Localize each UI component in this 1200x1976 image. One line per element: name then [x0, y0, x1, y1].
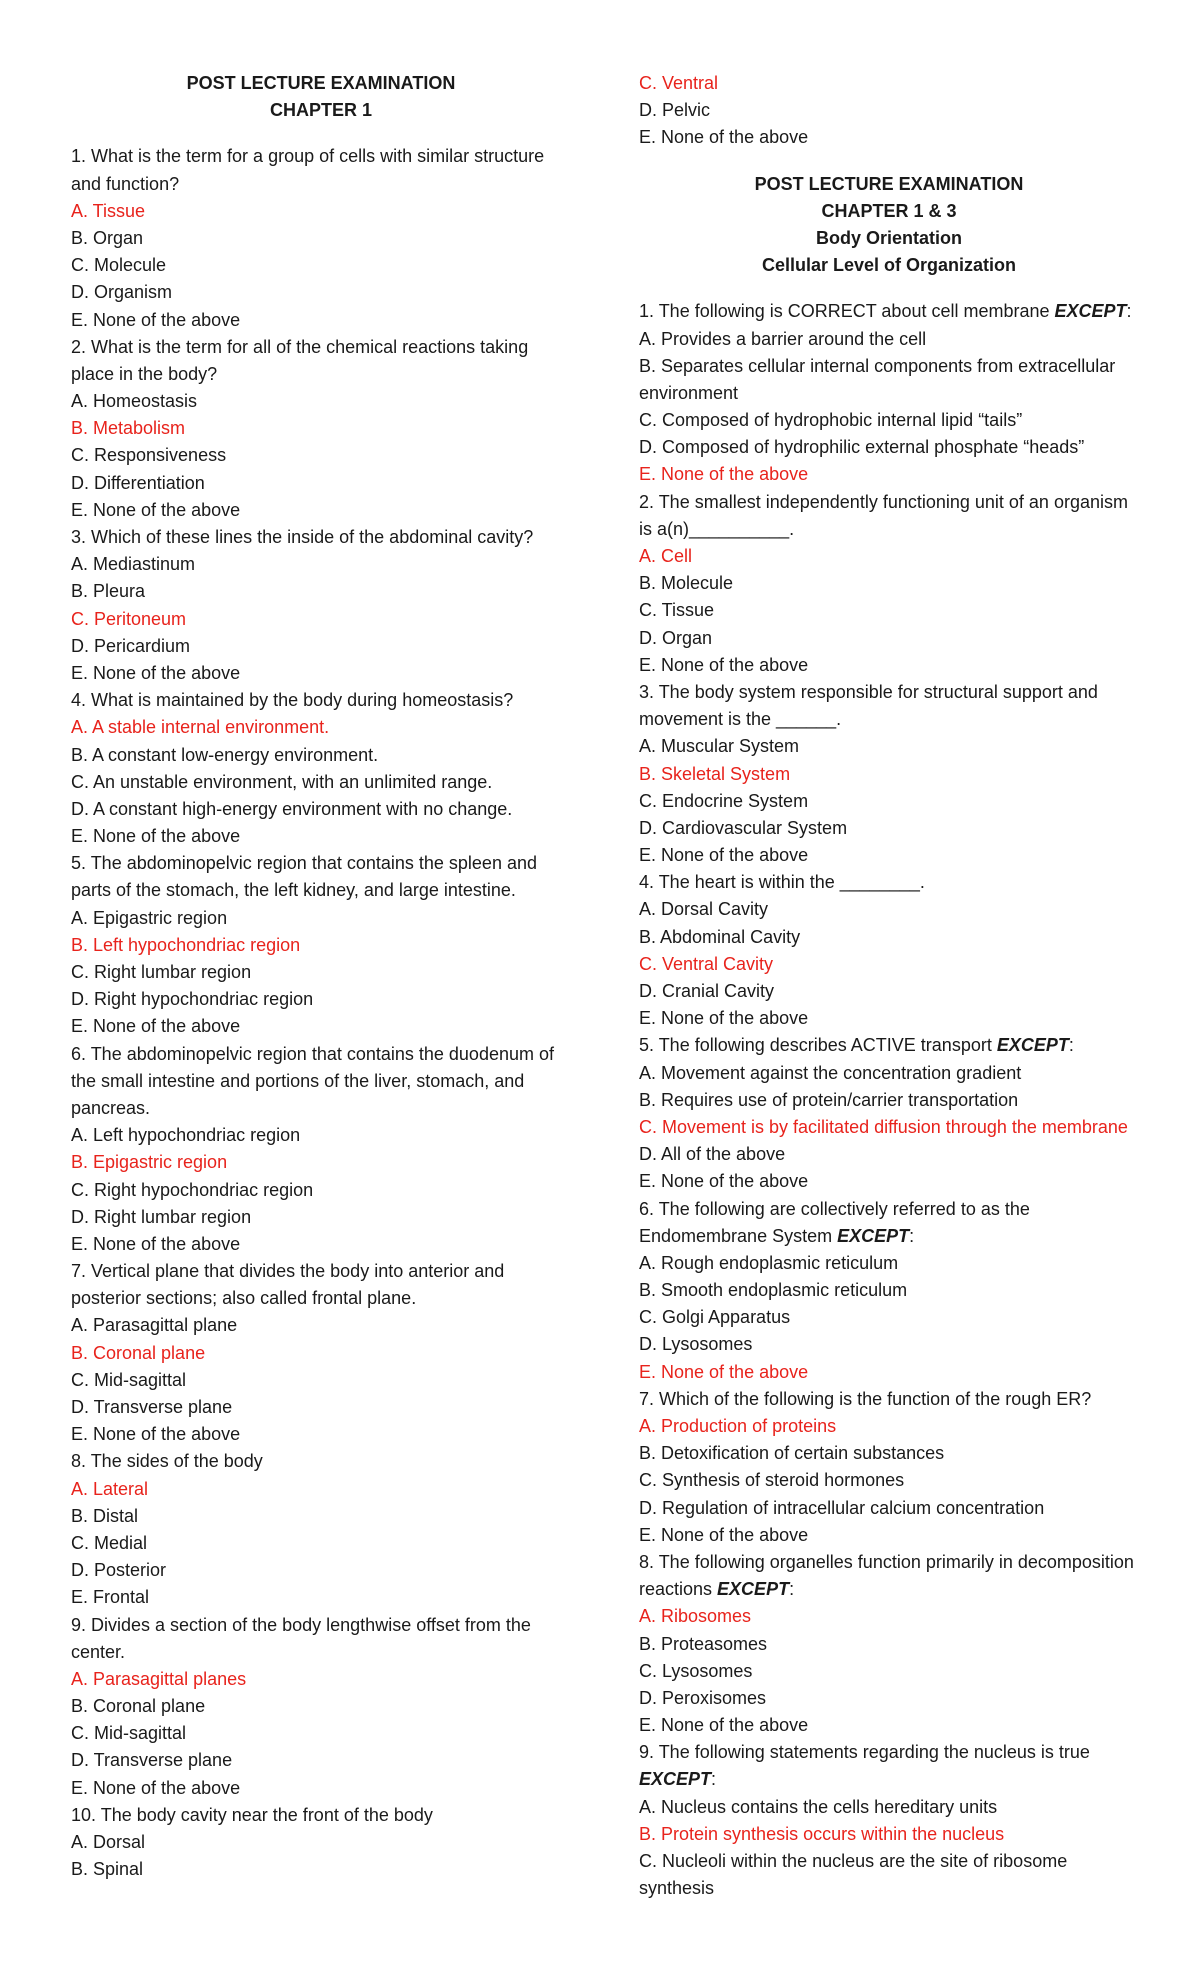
answer-option: B. Pleura	[71, 581, 146, 602]
line-text: reactions	[639, 1579, 718, 1600]
answer-option: A. Muscular System	[639, 736, 800, 757]
correct-answer-option: E. None of the above	[639, 464, 809, 485]
answer-option: C. Mid-sagittal	[71, 1369, 187, 1390]
answer-option: C. Right hypochondriac region	[71, 1179, 314, 1200]
line-punctuation: :	[789, 1579, 795, 1600]
question-text-continued: the small intestine and portions of the liver, stomach, and	[71, 1070, 525, 1091]
answer-option: D. Cranial Cavity	[639, 981, 775, 1001]
answer-option: A. Dorsal Cavity	[639, 899, 769, 920]
question-text: 4. The heart is within the ________.	[639, 872, 925, 893]
question-text-continued: and function?	[71, 173, 180, 194]
question-text: 10. The body cavity near the front of the body	[71, 1804, 433, 1825]
question-text-continued: is a(n)__________.	[639, 518, 795, 539]
answer-option: E. None of the above	[71, 309, 241, 330]
answer-option: C. Composed of hydrophobic internal lipid “tails”	[639, 410, 1023, 431]
correct-answer-option: A. Parasagittal planes	[71, 1668, 247, 1689]
question-text-continued: parts of the stomach, the left kidney, and large intestine.	[71, 880, 516, 901]
answer-option: B. Detoxification of certain substances	[639, 1443, 945, 1464]
answer-option: C. Mid-sagittal	[71, 1723, 187, 1744]
answer-option: D. Lysosomes	[639, 1334, 753, 1355]
question-text: 3. Which of these lines the inside of the abdominal cavity?	[71, 527, 534, 547]
answer-option: D. Organism	[71, 282, 173, 303]
answer-option: D. Composed of hydrophilic external phosphate “heads”	[639, 437, 1085, 458]
question-text: 2. The smallest independently functioning unit of an organism	[639, 491, 1128, 512]
question-text-continued	[639, 1223, 1139, 1250]
answer-option: B. Smooth endoplasmic reticulum	[639, 1280, 908, 1301]
question-text: 2. What is the term for all of the chemical reactions taking	[71, 336, 529, 357]
answer-option: E. None of the above	[639, 1171, 809, 1192]
answer-option: E. None of the above	[639, 127, 809, 148]
answer-option: B. Coronal plane	[71, 1696, 206, 1717]
answer-option: A. Left hypochondriac region	[71, 1125, 301, 1146]
correct-answer-option: B. Skeletal System	[639, 763, 791, 784]
answer-option: C. Responsiveness	[71, 445, 227, 466]
answer-option: D. Differentiation	[71, 472, 205, 493]
answer-option: E. None of the above	[71, 1016, 241, 1037]
answer-option: D. Posterior	[71, 1560, 167, 1581]
answer-option: B. A constant low-energy environment.	[71, 744, 379, 765]
correct-answer-option: A. Cell	[639, 546, 693, 566]
question-text	[639, 1032, 1139, 1059]
answer-option: E. None of the above	[639, 1715, 809, 1736]
correct-answer-option: C. Peritoneum	[71, 608, 187, 629]
spacer	[71, 124, 571, 143]
line-punctuation: :	[711, 1769, 717, 1790]
question-text: 3. The body system responsible for structural support and	[639, 681, 1098, 702]
except-emphasis: EXCEPT	[1054, 301, 1127, 322]
answer-option: A. Rough endoplasmic reticulum	[639, 1252, 899, 1273]
answer-option: C. An unstable environment, with an unlimited range.	[71, 771, 493, 792]
question-list	[639, 298, 1139, 1902]
question-text: 7. Vertical plane that divides the body into anterior and	[71, 1261, 505, 1282]
answer-option: B. Abdominal Cavity	[639, 926, 801, 947]
answer-option: D. Pericardium	[71, 635, 191, 656]
question-text-continued: synthesis	[639, 1878, 715, 1899]
answer-option: A. Homeostasis	[71, 391, 198, 412]
answer-option: B. Separates cellular internal components from extracellular	[639, 355, 1116, 376]
correct-answer-option: C. Ventral	[639, 73, 719, 93]
left-column	[71, 70, 571, 1883]
answer-option: B. Molecule	[639, 573, 734, 594]
question-text: 8. The following organelles function primarily in decomposition	[639, 1551, 1134, 1572]
spacer	[639, 279, 1139, 298]
right-column	[639, 70, 1139, 1902]
section-title: Body Orientation	[815, 227, 962, 248]
question-text-continued: posterior sections; also called frontal plane.	[71, 1288, 417, 1309]
answer-option: E. None of the above	[71, 1424, 241, 1445]
answer-option: E. None of the above	[71, 1233, 241, 1254]
line-punctuation: :	[1068, 1035, 1074, 1056]
question-text: 4. What is maintained by the body during homeostasis?	[71, 690, 514, 711]
question-text-continued: movement is the ______.	[639, 709, 842, 730]
answer-option: B. Requires use of protein/carrier transportation	[639, 1089, 1019, 1110]
answer-option: E. None of the above	[71, 499, 241, 520]
correct-answer-option: A. Production of proteins	[639, 1416, 837, 1436]
except-emphasis: EXCEPT	[717, 1579, 790, 1600]
answer-option: D. Transverse plane	[71, 1397, 233, 1417]
question-text: 8. The sides of the body	[71, 1451, 263, 1472]
question-text-continued: place in the body?	[71, 363, 218, 384]
correct-answer-option: B. Coronal plane	[71, 1342, 206, 1363]
answer-option: E. None of the above	[639, 1008, 809, 1029]
correct-answer-option: A. Ribosomes	[639, 1606, 752, 1627]
answer-option: D. Transverse plane	[71, 1750, 233, 1771]
line-punctuation: :	[909, 1225, 915, 1246]
answer-option: A. Epigastric region	[71, 907, 228, 928]
answer-option: B. Proteasomes	[639, 1633, 768, 1654]
answer-option: E. None of the above	[639, 654, 809, 675]
answer-option: E. None of the above	[639, 1524, 809, 1545]
answer-option: C. Right lumbar region	[71, 962, 252, 982]
answer-option: A. Parasagittal plane	[71, 1315, 238, 1336]
question-text-continued: center.	[71, 1641, 126, 1662]
line-text: 5. The following describes ACTIVE transport	[639, 1035, 997, 1056]
question-text: 6. The following are collectively referred to as the	[639, 1198, 1030, 1219]
answer-option: D. All of the above	[639, 1144, 786, 1165]
answer-option: E. Frontal	[71, 1587, 150, 1608]
answer-option: A. Movement against the concentration gradient	[639, 1062, 1022, 1083]
question-text: 6. The abdominopelvic region that contains the duodenum of	[71, 1043, 554, 1064]
line-text: Endomembrane System	[639, 1225, 838, 1246]
answer-option: D. Peroxisomes	[639, 1687, 767, 1708]
answer-option: C. Nucleoli within the nucleus are the site of ribosome	[639, 1851, 1068, 1871]
correct-answer-option: B. Protein synthesis occurs within the nucleus	[639, 1823, 1005, 1844]
answer-option: C. Synthesis of steroid hormones	[639, 1470, 905, 1491]
exam-title: POST LECTURE EXAMINATION	[186, 73, 456, 93]
except-emphasis: EXCEPT	[996, 1035, 1069, 1056]
answer-option: D. A constant high-energy environment with no change.	[71, 798, 513, 819]
answer-option: C. Molecule	[71, 255, 167, 276]
answer-option: C. Lysosomes	[639, 1660, 753, 1681]
answer-option: D. Cardiovascular System	[639, 817, 848, 838]
answer-option: E. None of the above	[71, 662, 241, 683]
question-text-continued: pancreas.	[71, 1097, 151, 1118]
correct-answer-option: B. Left hypochondriac region	[71, 934, 301, 955]
exam-title: POST LECTURE EXAMINATION	[754, 173, 1024, 194]
answer-option: D. Organ	[639, 627, 713, 648]
correct-answer-option: B. Metabolism	[71, 418, 186, 439]
answer-option: C. Endocrine System	[639, 790, 809, 811]
correct-answer-option: C. Ventral Cavity	[639, 953, 774, 974]
answer-option: B. Organ	[71, 227, 144, 248]
answer-option: A. Provides a barrier around the cell	[639, 328, 927, 349]
line-punctuation: :	[1126, 301, 1132, 322]
line-text: 1. The following is CORRECT about cell membrane	[639, 301, 1055, 322]
correct-answer-option: A. A stable internal environment.	[71, 717, 330, 738]
question-text-continued: environment	[639, 382, 739, 403]
section-subtitle: Cellular Level of Organization	[761, 255, 1017, 276]
answer-option: D. Right hypochondriac region	[71, 989, 314, 1010]
answer-option: B. Distal	[71, 1505, 139, 1526]
correct-answer-option: C. Movement is by facilitated diffusion through the membrane	[639, 1116, 1128, 1137]
answer-option: D. Pelvic	[639, 100, 711, 121]
chapter-title: CHAPTER 1 & 3	[821, 200, 957, 221]
spacer	[639, 152, 1139, 171]
answer-option: D. Right lumbar region	[71, 1206, 252, 1227]
question-text: 9. Divides a section of the body lengthwise offset from the	[71, 1614, 531, 1635]
question-text	[639, 298, 1139, 325]
except-emphasis: EXCEPT	[837, 1225, 910, 1246]
question-text: 5. The abdominopelvic region that contains the spleen and	[71, 853, 537, 874]
question-list	[71, 143, 571, 1883]
correct-answer-option: A. Lateral	[71, 1478, 149, 1499]
answer-option: E. None of the above	[71, 826, 241, 847]
answer-option: D. Regulation of intracellular calcium concentration	[639, 1497, 1045, 1518]
question-text: 7. Which of the following is the function of the rough ER?	[639, 1388, 1092, 1409]
question-text-continued	[639, 1766, 1139, 1793]
chapter-title: CHAPTER 1	[269, 100, 372, 121]
question-text: 9. The following statements regarding the nucleus is true	[639, 1742, 1090, 1763]
answer-option: E. None of the above	[639, 845, 809, 866]
except-emphasis: EXCEPT	[639, 1769, 712, 1790]
question-text-continued	[639, 1576, 1139, 1603]
answer-option: A. Dorsal	[71, 1832, 146, 1852]
answer-option: E. None of the above	[71, 1777, 241, 1798]
answer-option: B. Spinal	[71, 1859, 144, 1880]
correct-answer-option: A. Tissue	[71, 200, 146, 221]
answer-option: C. Golgi Apparatus	[639, 1307, 791, 1328]
answer-option: C. Tissue	[639, 600, 715, 621]
answer-option: A. Nucleus contains the cells hereditary units	[639, 1796, 998, 1817]
correct-answer-option: B. Epigastric region	[71, 1152, 228, 1173]
answer-option: A. Mediastinum	[71, 554, 196, 575]
answer-option: C. Medial	[71, 1532, 148, 1553]
correct-answer-option: E. None of the above	[639, 1361, 809, 1382]
question-text: 1. What is the term for a group of cells with similar structure	[71, 146, 545, 167]
question-continuation	[639, 70, 1139, 152]
